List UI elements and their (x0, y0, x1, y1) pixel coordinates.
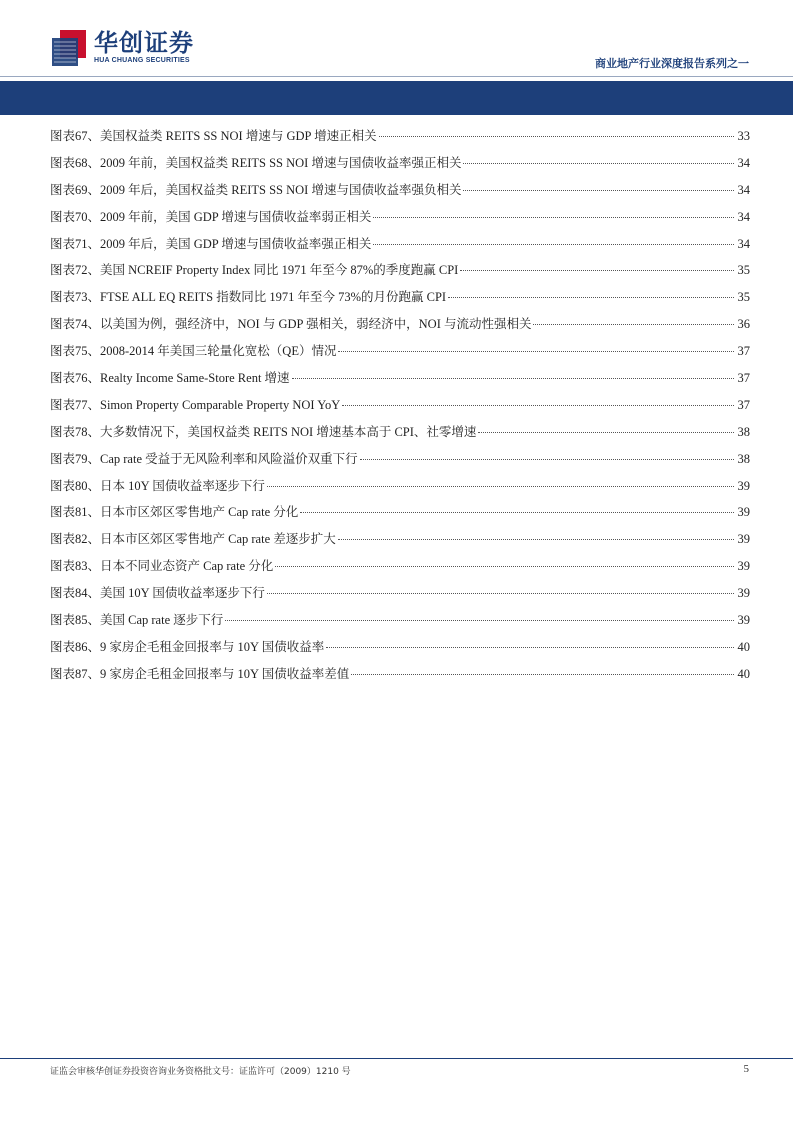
toc-entry[interactable] (50, 287, 750, 314)
toc-entry-page: 34 (737, 209, 750, 224)
toc-entry[interactable] (50, 341, 750, 368)
toc-leader-dots (225, 620, 734, 621)
toc-entry-page: 39 (737, 505, 750, 520)
toc-entry[interactable] (50, 449, 750, 476)
toc-leader-dots (342, 405, 734, 406)
toc-entry-label: 图表80、日本 10Y 国债收益率逐步下行 (50, 478, 265, 493)
toc-leader-dots (373, 217, 734, 218)
toc-entry-label: 图表76、Realty Income Same-Store Rent 增速 (50, 371, 290, 386)
toc-entry-page: 38 (737, 451, 750, 466)
report-series-title: 商业地产行业深度报告系列之一 (595, 57, 749, 70)
toc-entry-page: 39 (737, 586, 750, 601)
toc-entry-label: 图表73、FTSE ALL EQ REITS 指数同比 1971 年至今 73%的月份跑赢 CPI (50, 290, 447, 305)
toc-entry-label: 图表83、日本不同业态资产 Cap rate 分化 (50, 559, 274, 574)
toc-entry-label: 图表87、9 家房企毛租金回报率与 10Y 国债收益率差值 (50, 666, 350, 681)
toc-leader-dots (300, 512, 734, 513)
footer-license: 证监会审核华创证券投资咨询业务资格批文号：证监许可（2009）1210 号 (50, 1067, 351, 1077)
toc-entry-page: 39 (737, 613, 750, 628)
toc-entry-page: 35 (737, 290, 750, 305)
toc-entry[interactable] (50, 368, 750, 395)
toc-entry-label: 图表75、2008-2014 年美国三轮量化宽松（QE）情况 (50, 344, 337, 359)
toc-leader-dots (267, 486, 734, 487)
toc-entry[interactable] (50, 207, 750, 234)
toc-entry-label: 图表79、Cap rate 受益于无风险利率和风险溢价双重下行 (50, 451, 358, 466)
toc-entry[interactable] (50, 153, 750, 180)
toc-leader-dots (533, 324, 734, 325)
header-divider (0, 76, 793, 77)
page-number: 5 (743, 1063, 749, 1075)
toc-entry-page: 38 (737, 424, 750, 439)
toc-leader-dots (360, 459, 734, 460)
toc-entry-label: 图表86、9 家房企毛租金回报率与 10Y 国债收益率 (50, 639, 325, 654)
toc-leader-dots (478, 432, 734, 433)
toc-entry-page: 36 (737, 317, 750, 332)
toc-entry[interactable] (50, 637, 750, 664)
toc-entry-page: 40 (737, 666, 750, 681)
toc-entry[interactable] (50, 664, 750, 691)
toc-leader-dots (292, 378, 734, 379)
toc-entry[interactable] (50, 556, 750, 583)
toc-entry-page: 35 (737, 263, 750, 278)
toc-entry[interactable] (50, 314, 750, 341)
header-band (0, 81, 793, 115)
toc-leader-dots (373, 244, 734, 245)
logo-chinese-name: 华创证券 (94, 29, 194, 57)
toc-entry-label: 图表69、2009 年后，美国权益类 REITS SS NOI 增速与国债收益率强负相关 (50, 182, 462, 197)
toc-leader-dots (338, 539, 734, 540)
toc-entry-label: 图表78、大多数情况下，美国权益类 REITS NOI 增速基本高于 CPI、社零增速 (50, 424, 477, 439)
toc-entry-page: 33 (737, 129, 750, 143)
toc-entry-page: 40 (737, 639, 750, 654)
toc-leader-dots (448, 297, 734, 298)
toc-leader-dots (275, 566, 734, 567)
toc-entry-page: 37 (737, 397, 750, 412)
toc-entry-label: 图表81、日本市区郊区零售地产 Cap rate 分化 (50, 505, 299, 520)
logo-english-name: HUA CHUANG SECURITIES (94, 57, 190, 64)
toc-leader-dots (267, 593, 734, 594)
toc-entry[interactable] (50, 395, 750, 422)
toc-entry[interactable] (50, 260, 750, 287)
figure-list (50, 126, 750, 691)
toc-entry-label: 图表84、美国 10Y 国债收益率逐步下行 (50, 586, 265, 601)
company-logo (50, 28, 210, 68)
toc-leader-dots (463, 163, 734, 164)
toc-leader-dots (326, 647, 734, 648)
toc-entry-label: 图表85、美国 Cap rate 逐步下行 (50, 613, 224, 628)
toc-entry-label: 图表67、美国权益类 REITS SS NOI 增速与 GDP 增速正相关 (50, 129, 377, 143)
toc-leader-dots (460, 270, 734, 271)
toc-entry-page: 39 (737, 559, 750, 574)
toc-entry[interactable] (50, 502, 750, 529)
toc-leader-dots (338, 351, 734, 352)
toc-entry[interactable] (50, 583, 750, 610)
toc-entry[interactable] (50, 610, 750, 637)
toc-leader-dots (463, 190, 734, 191)
toc-entry-page: 39 (737, 478, 750, 493)
toc-entry[interactable] (50, 180, 750, 207)
toc-entry-page: 34 (737, 155, 750, 170)
toc-entry-label: 图表77、Simon Property Comparable Property NOI YoY (50, 397, 341, 412)
toc-entry[interactable] (50, 422, 750, 449)
toc-entry-label: 图表70、2009 年前，美国 GDP 增速与国债收益率弱正相关 (50, 209, 372, 224)
toc-entry-label: 图表71、2009 年后，美国 GDP 增速与国债收益率强正相关 (50, 236, 372, 251)
toc-entry-page: 34 (737, 236, 750, 251)
toc-entry-label: 图表72、美国 NCREIF Property Index 同比 1971 年至今 87%的季度跑赢 CPI (50, 263, 459, 278)
toc-entry[interactable] (50, 529, 750, 556)
toc-entry[interactable] (50, 234, 750, 261)
toc-entry-page: 37 (737, 371, 750, 386)
toc-entry-page: 37 (737, 344, 750, 359)
footer-divider (0, 1058, 793, 1059)
toc-entry-label: 图表68、2009 年前，美国权益类 REITS SS NOI 增速与国债收益率强正相关 (50, 155, 462, 170)
toc-entry-label: 图表82、日本市区郊区零售地产 Cap rate 差逐步扩大 (50, 532, 336, 547)
toc-entry-label: 图表74、以美国为例，强经济中，NOI 与 GDP 强相关，弱经济中，NOI 与流动性强相关 (50, 317, 532, 332)
toc-entry[interactable] (50, 476, 750, 503)
toc-entry[interactable] (50, 126, 750, 153)
toc-leader-dots (379, 136, 734, 137)
toc-entry-page: 39 (737, 532, 750, 547)
huachuang-logo-icon (50, 28, 88, 66)
toc-entry-page: 34 (737, 182, 750, 197)
toc-leader-dots (351, 674, 734, 675)
